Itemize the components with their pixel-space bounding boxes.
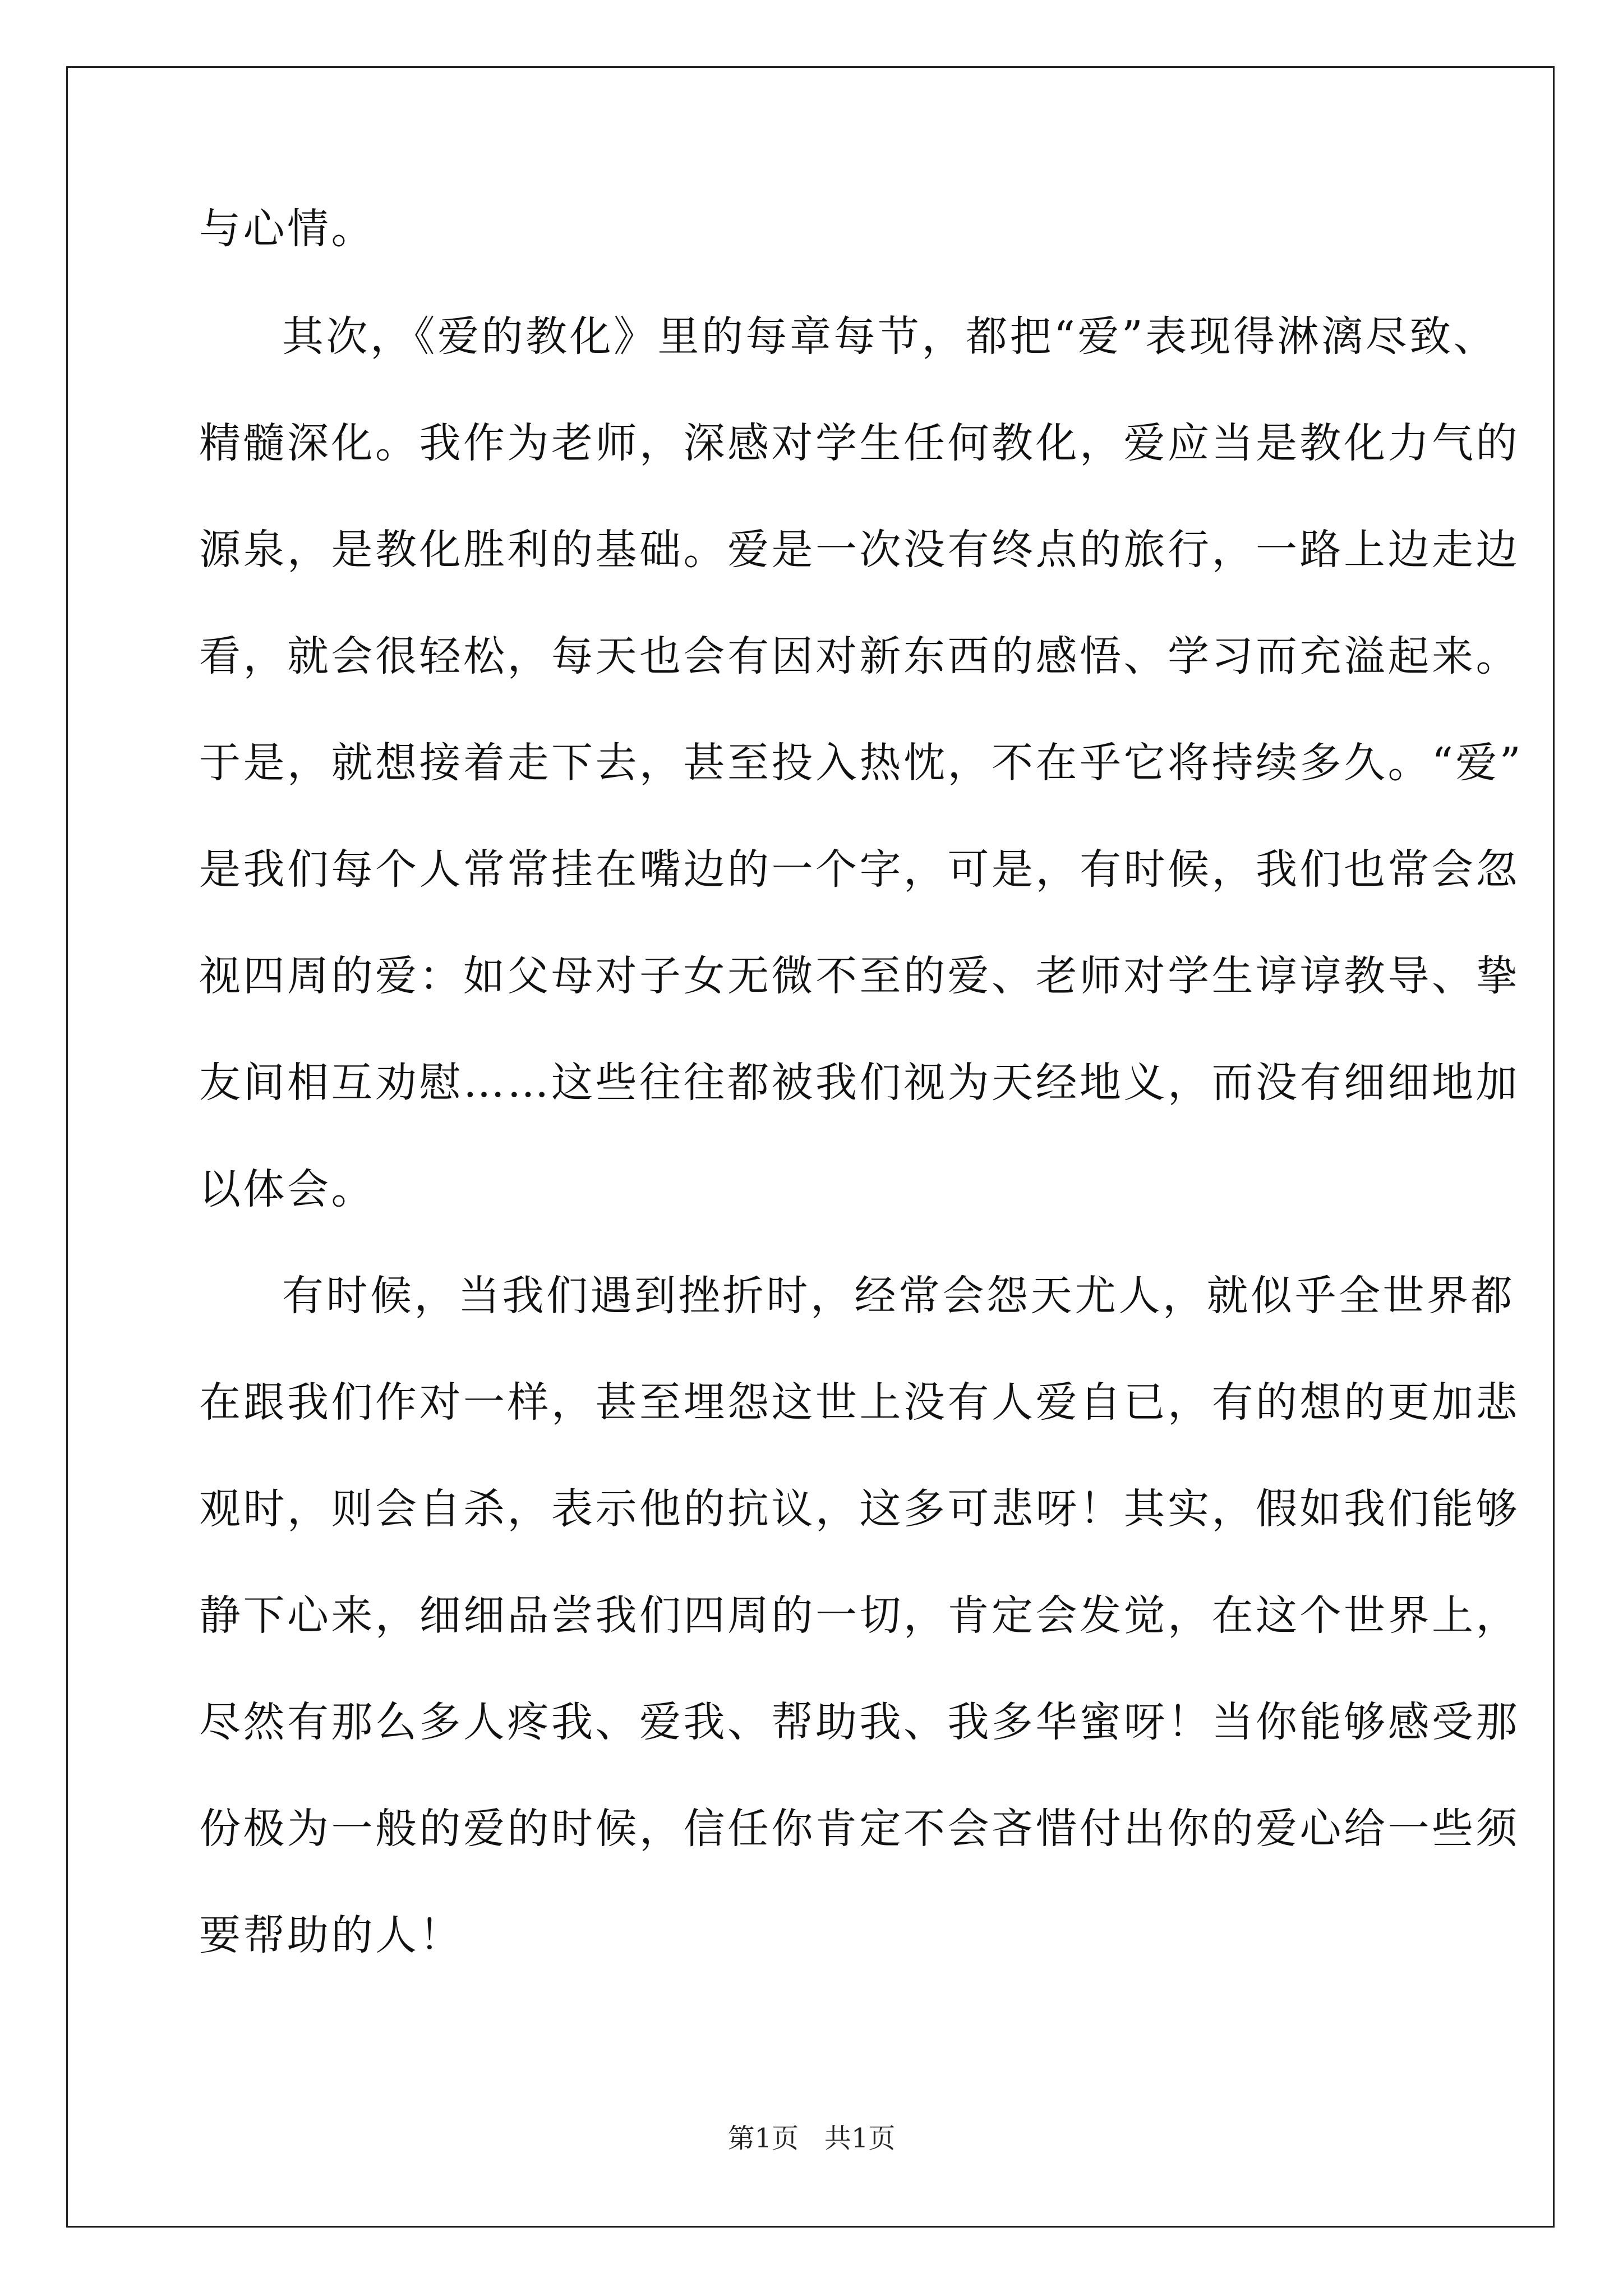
text-line: 以体会。 <box>199 1165 375 1213</box>
text-line: 观时，则会自杀，表示他的抗议，这多可悲呀！其实，假如我们能够 <box>199 1485 1520 1533</box>
text-line: 与心情。 <box>199 205 375 253</box>
paragraph-start-line: 有时候，当我们遇到挫折时，经常会怨天尤人，就似乎全世界都 <box>282 1272 1515 1320</box>
text-line: 静下心来，细细品尝我们四周的一切，肯定会发觉，在这个世界上， <box>199 1591 1520 1640</box>
text-line: 于是，就想接着走下去，甚至投入热忱，不在乎它将持续多久。“爱” <box>199 739 1524 787</box>
text-line: 视四周的爱：如父母对子女无微不至的爱、老师对学生谆谆教导、挚 <box>199 952 1520 1000</box>
page-footer <box>0 2122 1623 2155</box>
text-line: 尽然有那么多人疼我、爱我、帮助我、我多华蜜呀！当你能够感受那 <box>199 1698 1520 1746</box>
text-line: 友间相互劝慰……这些往往都被我们视为天经地义，而没有细细地加 <box>199 1059 1520 1107</box>
text-line: 在跟我们作对一样，甚至埋怨这世上没有人爱自已，有的想的更加悲 <box>199 1378 1520 1427</box>
text-line: 是我们每个人常常挂在嘴边的一个字，可是，有时候，我们也常会忽 <box>199 845 1520 894</box>
page-number-label: 第1页 共1页 <box>727 2123 896 2154</box>
text-line: 份极为一般的爱的时候，信任你肯定不会吝惜付出你的爱心给一些须 <box>199 1805 1520 1853</box>
text-line: 源泉，是教化胜利的基础。爱是一次没有终点的旅行，一路上边走边 <box>199 526 1520 574</box>
text-line: 精髓深化。我作为老师，深感对学生任何教化，爱应当是教化力气的 <box>199 419 1520 467</box>
paragraph-start-line: 其次，《爱的教化》里的每章每节，都把“爱”表现得淋漓尽致、 <box>282 312 1498 361</box>
text-line: 要帮助的人！ <box>199 1911 463 1959</box>
text-line: 看，就会很轻松，每天也会有因对新东西的感悟、学习而充溢起来。 <box>199 632 1520 680</box>
